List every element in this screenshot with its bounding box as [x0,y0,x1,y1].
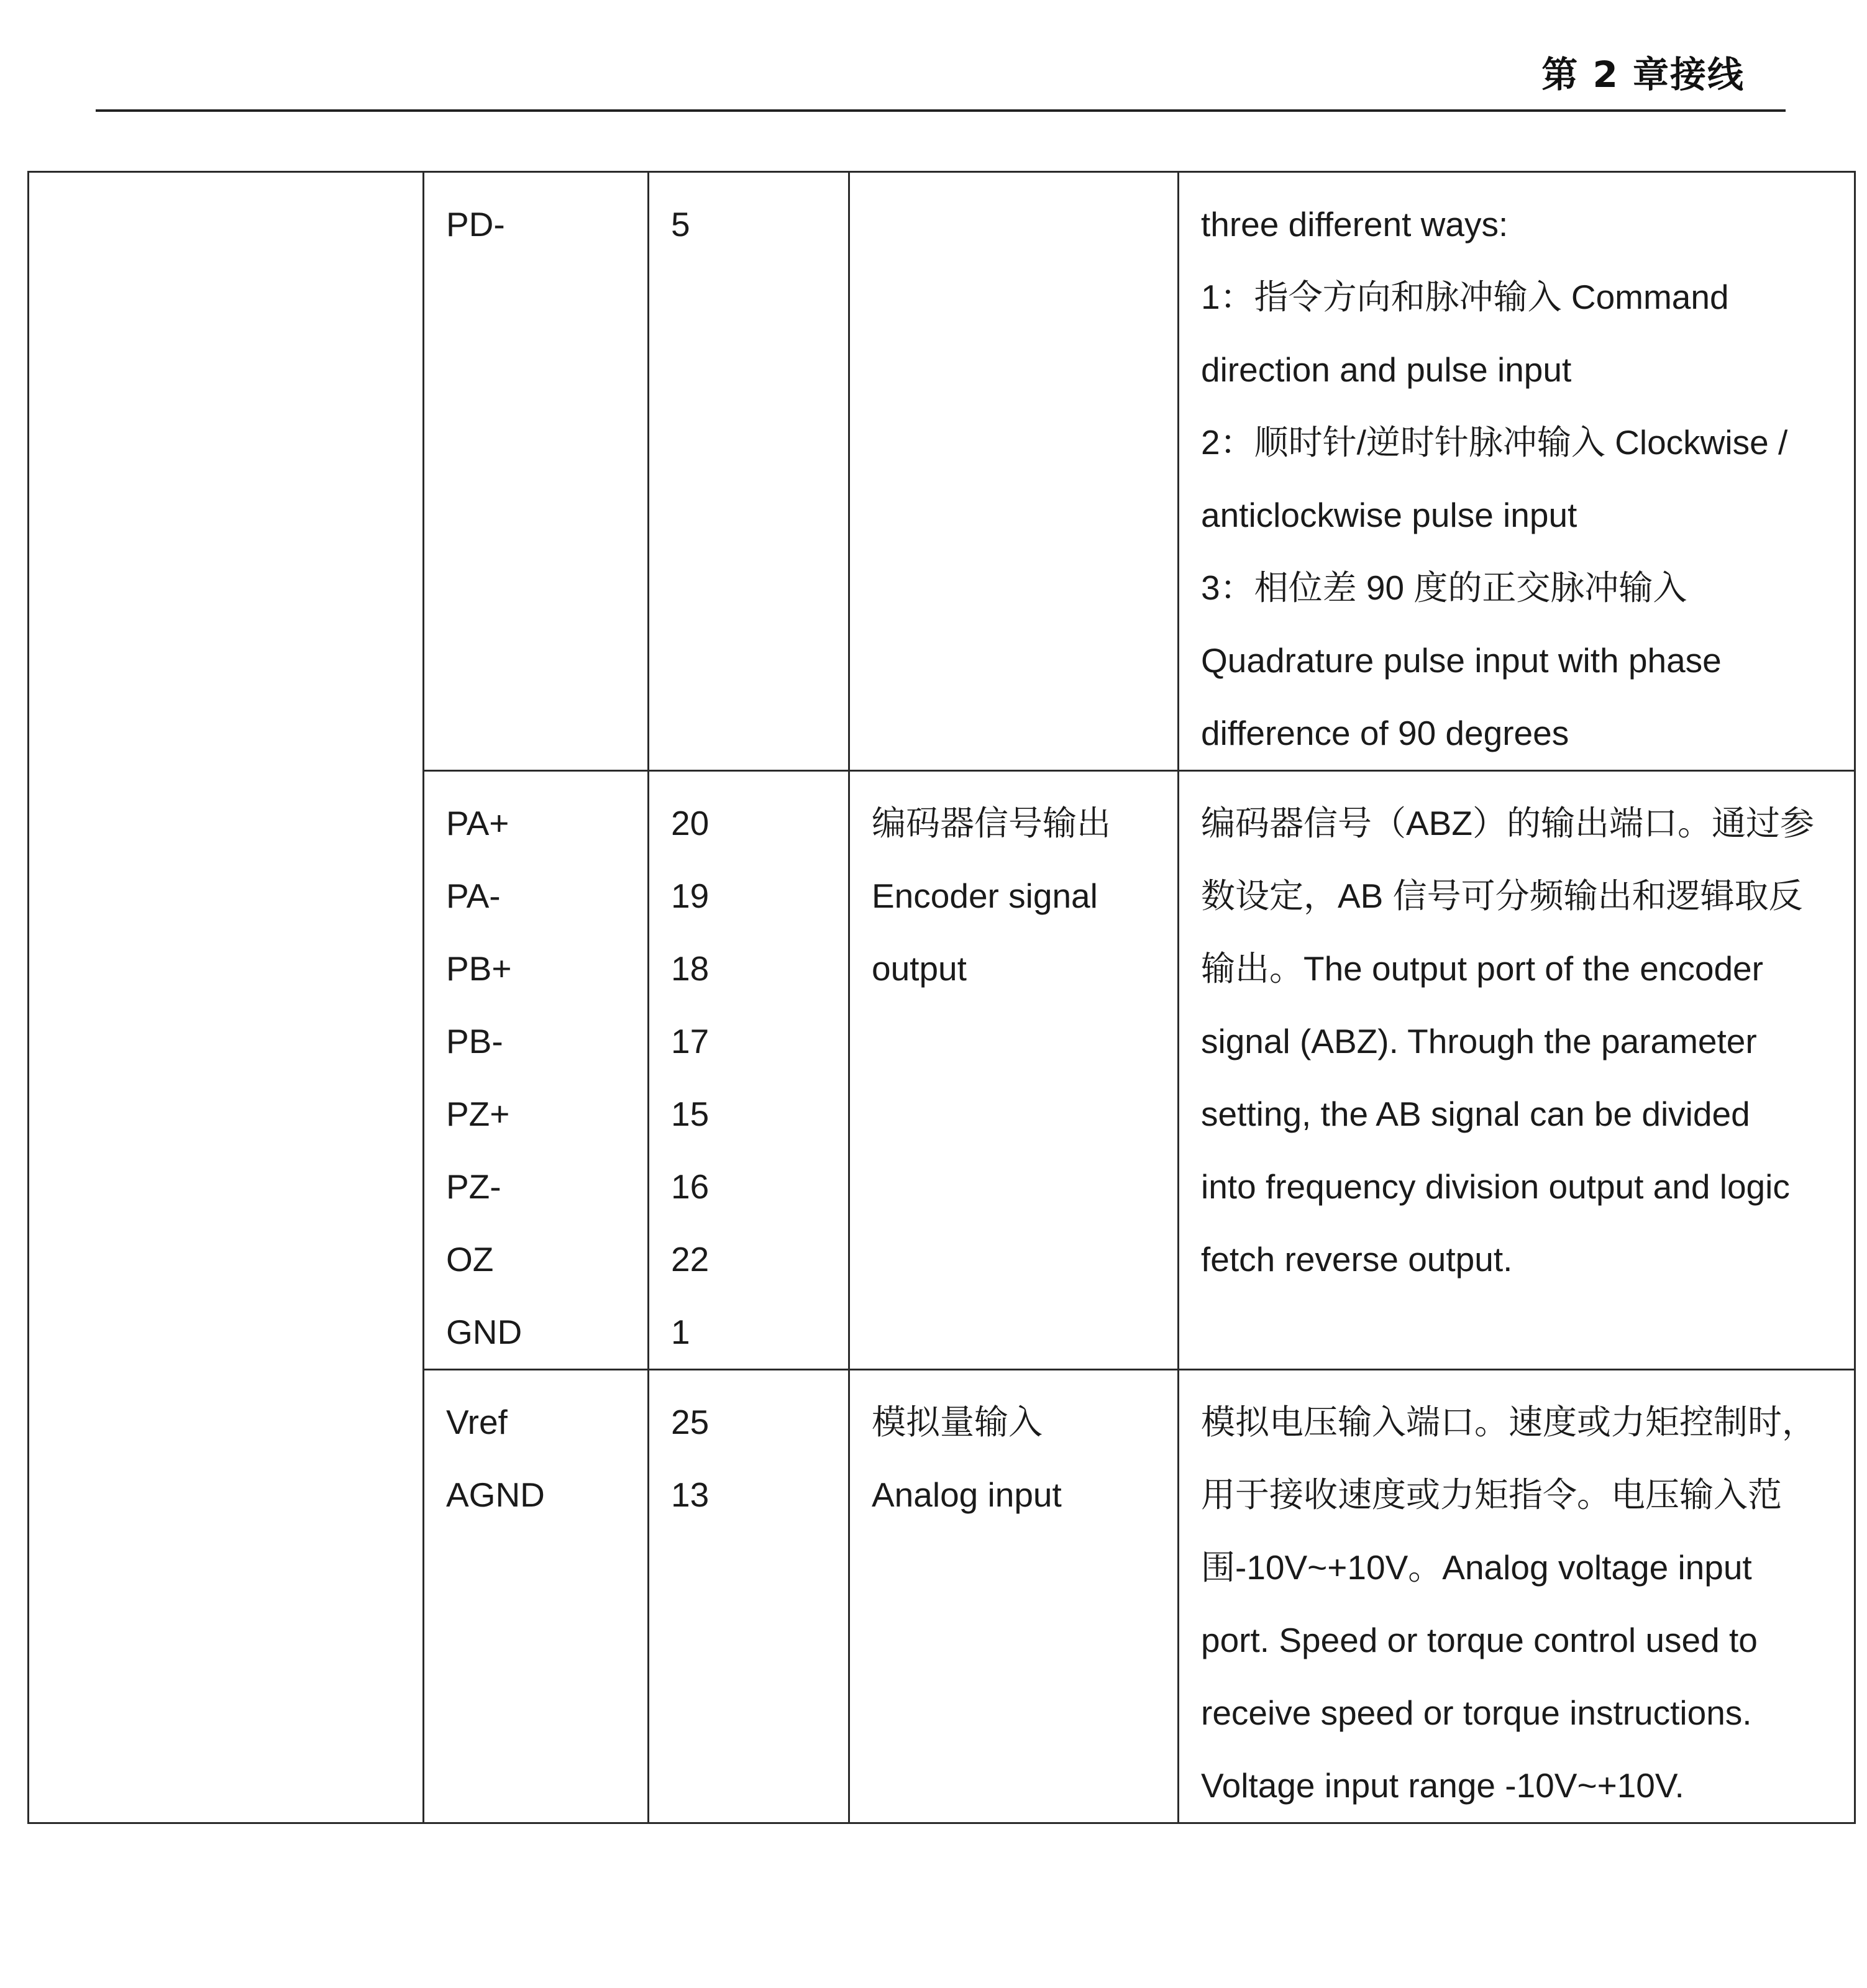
description-line: 编码器信号（ABZ）的输出端口。通过参 [1201,804,1814,842]
signal-name: Vref [446,1403,508,1441]
pin-number: 18 [671,949,710,988]
description-line: 用于接收速度或力矩指令。电压输入范 [1201,1475,1783,1514]
description-line: fetch reverse output. [1201,1240,1513,1279]
function-name-cell [849,172,1179,771]
table-row [29,172,1855,771]
signal-name: PA+ [446,804,509,842]
signal-group-cell [29,172,424,1823]
function-name: Encoder signal [872,877,1098,915]
function-name-cell [849,771,1179,1370]
header-divider [96,109,1786,112]
description-line: 数设定，AB 信号可分频输出和逻辑取反 [1201,877,1803,915]
pin-number: 13 [671,1475,710,1514]
pin-number: 5 [671,205,690,244]
description-line: Voltage input range -10V~+10V. [1201,1766,1684,1805]
pin-number: 22 [671,1240,710,1279]
pin-number: 17 [671,1022,710,1060]
chapter-title: 第 2 章接线 [1541,53,1745,96]
function-name: 编码器信号输出 [872,804,1112,842]
description-cell [1179,1370,1855,1823]
pin-number: 15 [671,1095,710,1133]
pin-number: 1 [671,1313,690,1351]
pin-number: 25 [671,1403,710,1441]
description-line: direction and pulse input [1201,350,1572,389]
pin-number-cell [649,172,849,771]
signal-name: PB- [446,1022,503,1060]
description-line: 3：相位差 90 度的正交脉冲输入 [1201,568,1687,607]
pin-number: 20 [671,804,710,842]
function-name: 模拟量输入 [872,1403,1043,1441]
pin-number-cell [649,771,849,1370]
description-line: three different ways: [1201,205,1509,244]
signal-name: PA- [446,877,501,915]
description-line: 2：顺时针/逆时针脉冲输入 Clockwise / [1201,423,1788,462]
description-line: 围-10V~+10V。Analog voltage input [1201,1548,1752,1587]
description-line: port. Speed or torque control used to [1201,1621,1758,1659]
function-name-cell [849,1370,1179,1823]
description-line: anticlockwise pulse input [1201,496,1577,534]
pin-definition-table [27,171,1856,1824]
signal-name: AGND [446,1475,545,1514]
signal-name: PZ- [446,1167,501,1206]
signal-name: OZ [446,1240,494,1279]
signal-name: PB+ [446,949,512,988]
description-line: into frequency division output and logic [1201,1167,1790,1206]
description-cell [1179,771,1855,1370]
description-line: signal (ABZ). Through the parameter [1201,1022,1757,1060]
signal-name-cell [424,771,649,1370]
description-line: difference of 90 degrees [1201,714,1569,752]
signal-name: PD- [446,205,505,244]
description-line: 1：指令方向和脉冲输入 Command [1201,278,1729,316]
description-line: Quadrature pulse input with phase [1201,641,1722,680]
description-cell [1179,172,1855,771]
pin-number: 16 [671,1167,710,1206]
description-line: setting, the AB signal can be divided [1201,1095,1750,1133]
description-line: 输出。The output port of the encoder [1201,949,1763,988]
description-line: 模拟电压输入端口。速度或力矩控制时， [1201,1403,1817,1441]
signal-name: PZ+ [446,1095,510,1133]
description-line: receive speed or torque instructions. [1201,1694,1752,1732]
pin-number-cell [649,1370,849,1823]
signal-name-cell [424,172,649,771]
signal-name: GND [446,1313,523,1351]
function-name: Analog input [872,1475,1062,1514]
function-name: output [872,949,967,988]
signal-name-cell [424,1370,649,1823]
pin-number: 19 [671,877,710,915]
